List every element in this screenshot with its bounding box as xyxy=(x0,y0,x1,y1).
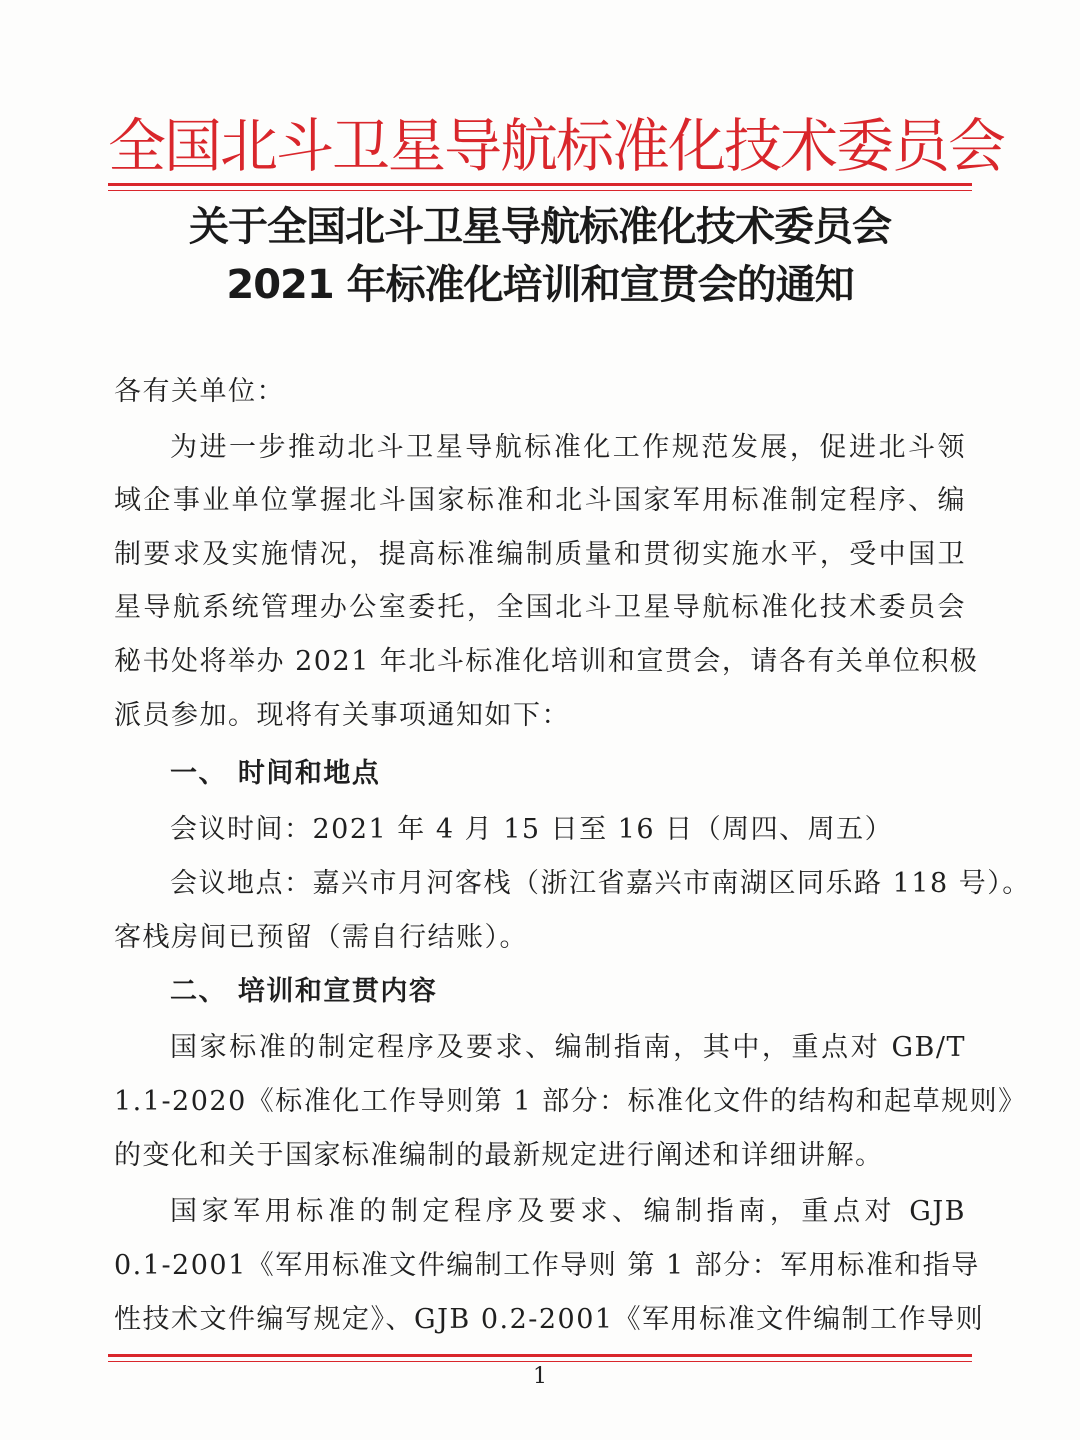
section-2-heading: 二、 培训和宣贯内容 xyxy=(170,976,438,1007)
paragraph-gjb-line: 国家军用标准的制定程序及要求、编制指南，重点对 GJB xyxy=(170,1196,966,1227)
meeting-time: 会议时间：2021 年 4 月 15 日至 16 日（周四、周五） xyxy=(170,814,894,845)
footer-red-rule xyxy=(108,1354,972,1357)
paragraph-1-line: 域企事业单位掌握北斗国家标准和北斗国家军用标准制定程序、编 xyxy=(114,485,966,516)
paragraph-1-line: 派员参加。现将有关事项通知如下： xyxy=(114,700,570,731)
letterhead-org-name: 全国北斗卫星导航标准化技术委员会 xyxy=(108,112,1005,180)
paragraph-1-line: 星导航系统管理办公室委托，全国北斗卫星导航标准化技术委员会 xyxy=(114,592,966,623)
paragraph-gjb-line: 性技术文件编写规定》、GJB 0.2-2001《军用标准文件编制工作导则 xyxy=(114,1304,985,1335)
paragraph-1-line: 为进一步推动北斗卫星导航标准化工作规范发展，促进北斗领 xyxy=(170,432,966,463)
letterhead-red-rule xyxy=(108,183,972,186)
letterhead-red-rule-thin xyxy=(108,190,972,191)
meeting-place-note: 客栈房间已预留（需自行结账）。 xyxy=(114,922,528,953)
paragraph-gb-line: 国家标准的制定程序及要求、编制指南，其中，重点对 GB/T xyxy=(170,1032,966,1063)
paragraph-gb-line: 的变化和关于国家标准编制的最新规定进行阐述和详细讲解。 xyxy=(114,1140,884,1171)
document-title-line-2: 2021 年标准化培训和宣贯会的通知 xyxy=(226,262,854,308)
paragraph-gjb-line: 0.1-2001《军用标准文件编制工作导则 第 1 部分：军用标准和指导 xyxy=(114,1250,980,1281)
paragraph-1-line: 秘书处将举办 2021 年北斗标准化培训和宣贯会，请各有关单位积极 xyxy=(114,646,979,677)
page-number: 1 xyxy=(533,1364,547,1389)
salutation: 各有关单位： xyxy=(114,376,285,407)
paragraph-1-line: 制要求及实施情况，提高标准编制质量和贯彻实施水平，受中国卫 xyxy=(114,539,966,570)
paragraph-gb-line: 1.1-2020《标准化工作导则第 1 部分：标准化文件的结构和起草规则》 xyxy=(114,1086,1027,1117)
section-1-heading: 一、 时间和地点 xyxy=(170,758,381,789)
document-title-line-1: 关于全国北斗卫星导航标准化技术委员会 xyxy=(189,204,891,250)
meeting-place: 会议地点：嘉兴市月河客栈（浙江省嘉兴市南湖区同乐路 118 号）。 xyxy=(170,868,1031,899)
